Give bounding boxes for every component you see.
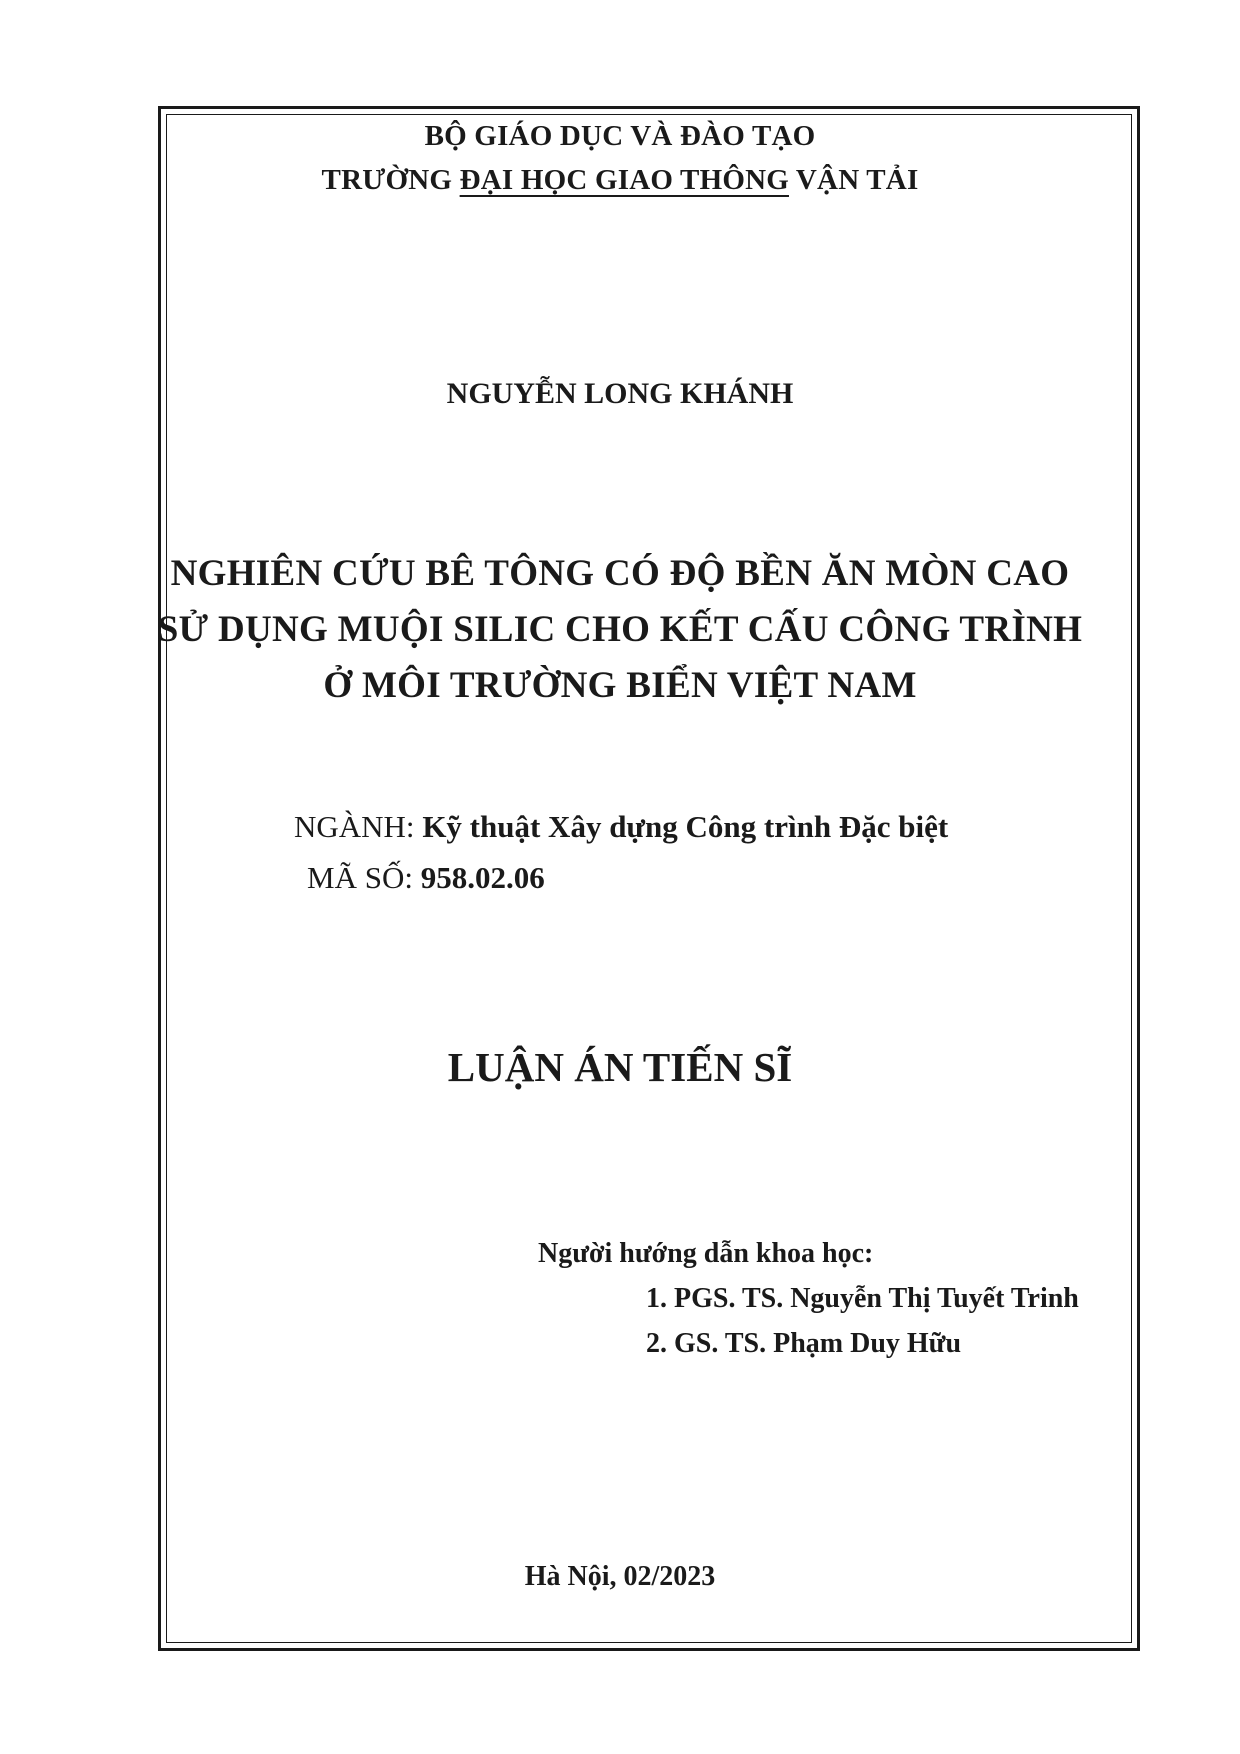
- code-row: [307, 860, 545, 896]
- thesis-title-line-1: NGHIÊN CỨU BÊ TÔNG CÓ ĐỘ BỀN ĂN MÒN CAO: [170, 553, 1070, 594]
- thesis-title-line-2: SỬ DỤNG MUỘI SILIC CHO KẾT CẤU CÔNG TRÌNH: [157, 609, 1083, 650]
- author-name: NGUYỄN LONG KHÁNH: [446, 377, 794, 410]
- major-row: [294, 809, 948, 845]
- advisor-2: 2. GS. TS. Phạm Duy Hữu: [646, 1328, 962, 1359]
- university-name-underlined: ĐẠI HỌC GIAO THÔNG: [459, 164, 789, 196]
- advisors-heading: Người hướng dẫn khoa học:: [538, 1238, 874, 1269]
- degree-title: LUẬN ÁN TIẾN SĨ: [447, 1044, 793, 1090]
- ministry-name: BỘ GIÁO DỤC VÀ ĐÀO TẠO: [424, 120, 816, 152]
- university-name-suffix: VẬN TẢI: [788, 164, 919, 196]
- major-label: NGÀNH:: [294, 809, 415, 844]
- place-date: Hà Nội, 02/2023: [524, 1561, 716, 1592]
- code-label: MÃ SỐ:: [307, 860, 413, 895]
- major-value: Kỹ thuật Xây dựng Công trình Đặc biệt: [422, 809, 949, 844]
- advisor-1: 1. PGS. TS. Nguyễn Thị Tuyết Trinh: [646, 1283, 1079, 1314]
- code-value: 958.02.06: [420, 860, 545, 895]
- university-name-prefix: TRƯỜNG: [321, 164, 460, 196]
- university-name: [0, 164, 1240, 197]
- thesis-title-line-3: Ở MÔI TRƯỜNG BIỂN VIỆT NAM: [323, 665, 917, 706]
